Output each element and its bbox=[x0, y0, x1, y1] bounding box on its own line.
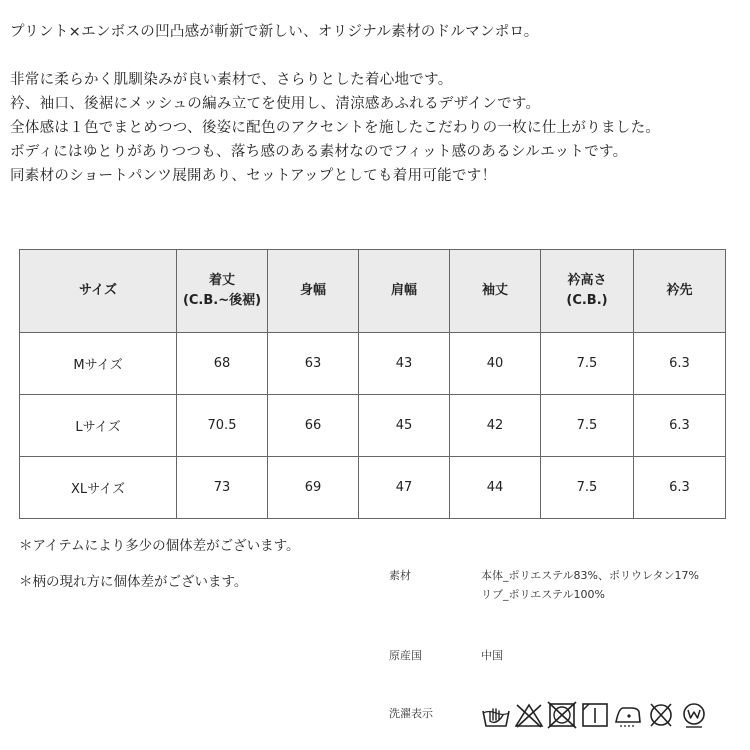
cell-collar-height: 7.5 bbox=[541, 457, 634, 519]
cell-shoulder: 47 bbox=[359, 457, 450, 519]
cell-sleeve: 40 bbox=[450, 333, 541, 395]
table-header-row bbox=[20, 250, 726, 333]
cell-length: 68 bbox=[177, 333, 268, 395]
cell-sleeve: 44 bbox=[450, 457, 541, 519]
cell-shoulder: 45 bbox=[359, 395, 450, 457]
cell-size: Mサイズ bbox=[20, 333, 177, 395]
size-table bbox=[19, 249, 726, 519]
cell-collar-height: 7.5 bbox=[541, 395, 634, 457]
cell-collar-tip: 6.3 bbox=[634, 333, 726, 395]
cell-collar-height: 7.5 bbox=[541, 333, 634, 395]
iron-low-icon bbox=[613, 701, 643, 729]
header-sleeve: 袖丈 bbox=[450, 250, 541, 333]
hand-wash-icon bbox=[481, 701, 511, 729]
cell-body-width: 66 bbox=[268, 395, 359, 457]
description-line: ボディにはゆとりがありつつも、落ち感のある素材なのでフィット感のあるシルエットです。 bbox=[10, 144, 628, 160]
cell-body-width: 63 bbox=[268, 333, 359, 395]
cell-size: XLサイズ bbox=[20, 457, 177, 519]
wet-clean-icon bbox=[679, 701, 709, 729]
no-tumble-dry-icon bbox=[547, 701, 577, 729]
header-collar-height bbox=[541, 250, 634, 333]
description-line: 非常に柔らかく肌馴染みが良い素材で、さらりとした着心地です。 bbox=[10, 72, 453, 88]
header-length-sub: (C.B.~後裾) bbox=[182, 293, 262, 308]
header-collar-height-main: 衿高さ bbox=[567, 273, 607, 288]
header-length-main: 着丈 bbox=[208, 273, 235, 288]
cell-length: 73 bbox=[177, 457, 268, 519]
header-size: サイズ bbox=[20, 250, 177, 333]
header-length bbox=[177, 250, 268, 333]
cell-length: 70.5 bbox=[177, 395, 268, 457]
table-row bbox=[20, 395, 726, 457]
header-collar-height-sub: (C.B.) bbox=[566, 293, 608, 308]
description-line: プリント×エンボスの凹凸感が斬新で新しい、オリジナル素材のドルマンポロ。 bbox=[10, 24, 539, 40]
origin-value: 中国 bbox=[481, 649, 503, 662]
note-individual-difference: ＊アイテムにより多少の個体差がございます。 bbox=[19, 538, 300, 554]
table-row bbox=[20, 333, 726, 395]
description-line: 同素材のショートパンツ展開あり、セットアップとしても着用可能です！ bbox=[10, 168, 497, 184]
material-value-body: 本体_ポリエステル83%、ポリウレタン17% bbox=[481, 569, 699, 582]
cell-body-width: 69 bbox=[268, 457, 359, 519]
header-body-width: 身幅 bbox=[268, 250, 359, 333]
cell-sleeve: 42 bbox=[450, 395, 541, 457]
origin-label: 原産国 bbox=[389, 649, 422, 662]
care-label: 洗濯表示 bbox=[389, 707, 433, 720]
product-description bbox=[10, 20, 660, 188]
header-collar-tip: 衿先 bbox=[634, 250, 726, 333]
header-shoulder: 肩幅 bbox=[359, 250, 450, 333]
cell-shoulder: 43 bbox=[359, 333, 450, 395]
cell-size: Lサイズ bbox=[20, 395, 177, 457]
description-line: 衿、袖口、後裾にメッシュの編み立てを使用し、清涼感あふれるデザインです。 bbox=[10, 96, 541, 112]
material-value-rib: リブ_ポリエステル100% bbox=[481, 588, 605, 601]
line-dry-in-shade-icon bbox=[580, 701, 610, 729]
care-symbols bbox=[481, 700, 709, 730]
no-dry-clean-icon bbox=[646, 701, 676, 729]
table-row bbox=[20, 457, 726, 519]
no-bleach-icon bbox=[514, 701, 544, 729]
cell-collar-tip: 6.3 bbox=[634, 457, 726, 519]
note-pattern-difference: ＊柄の現れ方に個体差がございます。 bbox=[19, 574, 248, 590]
description-line: 全体感は１色でまとめつつ、後姿に配色のアクセントを施したこだわりの一枚に仕上がりました。 bbox=[10, 120, 661, 136]
material-label: 素材 bbox=[389, 569, 411, 582]
cell-collar-tip: 6.3 bbox=[634, 395, 726, 457]
